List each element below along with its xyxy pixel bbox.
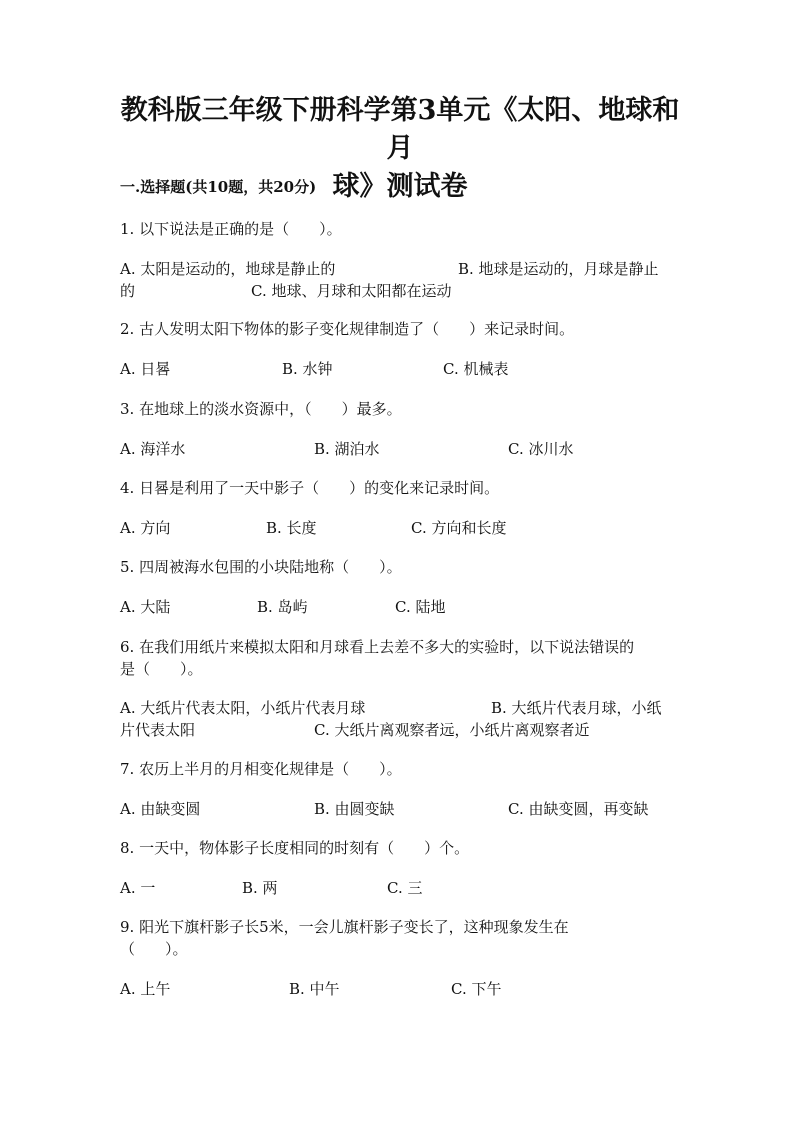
question-3-option-c: C. 冰川水 (508, 440, 574, 458)
question-7-option-a: A. 由缺变圆 (120, 800, 201, 818)
question-4-option-b: B. 长度 (266, 519, 317, 537)
question-2-option-c: C. 机械表 (443, 360, 509, 378)
question-6-option-a: A. 大纸片代表太阳，小纸片代表月球 (120, 699, 366, 717)
question-1-option-a: A. 太阳是运动的，地球是静止的 (120, 260, 336, 278)
question-4-option-c: C. 方向和长度 (411, 519, 507, 537)
question-9-option-c: C. 下午 (451, 980, 502, 998)
question-5-option-a: A. 大陆 (120, 598, 171, 616)
question-6-option-b-wrap: 片代表太阳 (120, 721, 196, 739)
question-7-stem: 7. 农历上半月的月相变化规律是（ ）。 (120, 760, 402, 778)
question-7-option-b: B. 由圆变缺 (314, 800, 395, 818)
question-8-option-a: A. 一 (120, 879, 156, 897)
question-8-option-b: B. 两 (242, 879, 278, 897)
question-2-stem: 2. 古人发明太阳下物体的影子变化规律制造了（ ）来记录时间。 (120, 320, 575, 338)
question-8-option-c: C. 三 (387, 879, 423, 897)
question-4-stem: 4. 日晷是利用了一天中影子（ ）的变化来记录时间。 (120, 479, 500, 497)
question-1-option-c: C. 地球、月球和太阳都在运动 (251, 282, 452, 300)
question-3-option-a: A. 海洋水 (120, 440, 186, 458)
question-3-option-b: B. 湖泊水 (314, 440, 380, 458)
question-1-option-b: B. 地球是运动的，月球是静止 (458, 260, 659, 278)
question-4-option-a: A. 方向 (120, 519, 171, 537)
question-1-stem: 1. 以下说法是正确的是（ ）。 (120, 220, 342, 238)
section-heading: 一.选择题(共10题，共20分) (120, 178, 317, 196)
question-6-option-b: B. 大纸片代表月球，小纸 (491, 699, 662, 717)
question-9-option-b: B. 中午 (289, 980, 340, 998)
question-2-option-a: A. 日晷 (120, 360, 171, 378)
question-9-stem-wrap: （ ）。 (120, 940, 188, 958)
question-5-option-b: B. 岛屿 (257, 598, 308, 616)
question-3-stem: 3. 在地球上的淡水资源中，（ ）最多。 (120, 400, 402, 418)
question-2-option-b: B. 水钟 (282, 360, 333, 378)
question-6-option-c: C. 大纸片离观察者远，小纸片离观察者近 (314, 721, 590, 739)
question-5-option-c: C. 陆地 (395, 598, 446, 616)
question-7-option-c: C. 由缺变圆，再变缺 (508, 800, 649, 818)
question-9-stem: 9. 阳光下旗杆影子长5米，一会儿旗杆影子变长了，这种现象发生在 (120, 918, 569, 936)
title-line-1: 教科版三年级下册科学第3单元《太阳、地球和月 (120, 95, 680, 164)
title-line-2: 球》测试卷 (332, 171, 468, 202)
question-5-stem: 5. 四周被海水包围的小块陆地称（ ）。 (120, 558, 402, 576)
question-8-stem: 8. 一天中，物体影子长度相同的时刻有（ ）个。 (120, 839, 470, 857)
question-6-stem: 6. 在我们用纸片来模拟太阳和月球看上去差不多大的实验时，以下说法错误的 (120, 638, 635, 656)
question-9-option-a: A. 上午 (120, 980, 171, 998)
question-6-stem-wrap: 是（ ）。 (120, 660, 203, 678)
question-1-option-b-wrap: 的 (120, 282, 136, 300)
